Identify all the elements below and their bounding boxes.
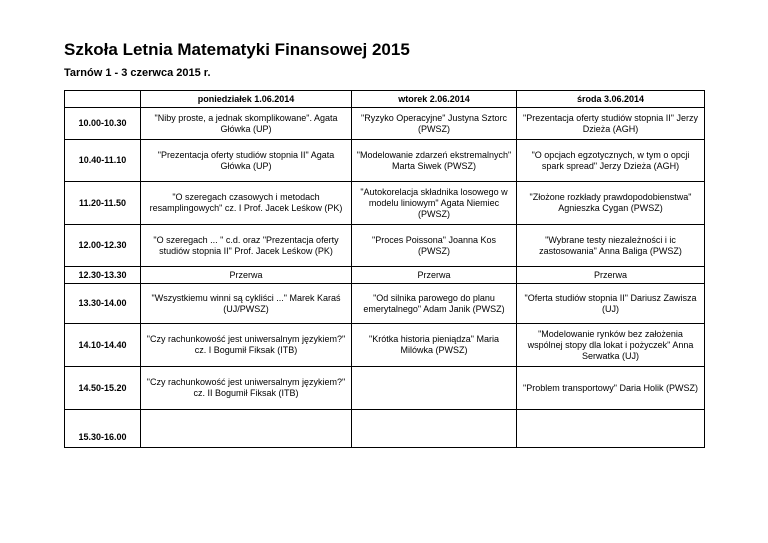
session-cell: "Niby proste, a jednak skomplikowane". Agata Główka (UP) xyxy=(141,108,352,140)
session-cell: "Wybrane testy niezależności i ic zastosowania" Anna Baliga (PWSZ) xyxy=(517,225,705,267)
page-title: Szkoła Letnia Matematyki Finansowej 2015 xyxy=(64,40,410,59)
schedule-table xyxy=(64,90,705,448)
session-cell xyxy=(517,410,705,448)
break-cell: Przerwa xyxy=(352,267,517,284)
session-cell: "Modelowanie zdarzeń ekstremalnych" Marta Siwek (PWSZ) xyxy=(352,140,517,182)
session-cell: "O szeregach czasowych i metodach resamplingowych" cz. I Prof. Jacek Leśkow (PK) xyxy=(141,182,352,225)
time-cell: 15.30-16.00 xyxy=(65,410,141,448)
day-header: środa 3.06.2014 xyxy=(517,91,705,108)
time-cell: 11.20-11.50 xyxy=(65,182,141,225)
table-row xyxy=(65,410,705,448)
day-header: wtorek 2.06.2014 xyxy=(352,91,517,108)
table-row xyxy=(65,182,705,225)
time-header-cell xyxy=(65,91,141,108)
break-cell: Przerwa xyxy=(141,267,352,284)
session-cell: "Prezentacja oferty studiów stopnia II" Jerzy Dzieża (AGH) xyxy=(517,108,705,140)
session-cell: "Modelowanie rynków bez założenia wspólnej stopy dla lokat i pożyczek" Anna Serwatka (UJ) xyxy=(517,324,705,367)
table-row xyxy=(65,225,705,267)
table-row xyxy=(65,284,705,324)
session-cell: "Czy rachunkowość jest uniwersalnym językiem?" cz. I Bogumił Fiksak (ITB) xyxy=(141,324,352,367)
session-cell: "O opcjach egzotycznych, w tym o opcji spark spread" Jerzy Dzieża (AGH) xyxy=(517,140,705,182)
session-cell: "Problem transportowy" Daria Holik (PWSZ) xyxy=(517,367,705,410)
session-cell xyxy=(352,367,517,410)
header-row xyxy=(65,91,705,108)
time-cell: 12.30-13.30 xyxy=(65,267,141,284)
session-cell: "Złożone rozkłady prawdopodobienstwa" Agnieszka Cygan (PWSZ) xyxy=(517,182,705,225)
session-cell xyxy=(141,410,352,448)
session-cell: "Krótka historia pieniądza" Maria Milówka (PWSZ) xyxy=(352,324,517,367)
table-row xyxy=(65,367,705,410)
session-cell: "Wszystkiemu winni są cykliści ..." Marek Karaś (UJ/PWSZ) xyxy=(141,284,352,324)
session-cell: "Ryzyko Operacyjne" Justyna Sztorc (PWSZ) xyxy=(352,108,517,140)
session-cell: "Proces Poissona" Joanna Kos (PWSZ) xyxy=(352,225,517,267)
time-cell: 13.30-14.00 xyxy=(65,284,141,324)
table-row xyxy=(65,140,705,182)
time-cell: 14.50-15.20 xyxy=(65,367,141,410)
session-cell: "Od silnika parowego do planu emerytalnego" Adam Janik (PWSZ) xyxy=(352,284,517,324)
day-header: poniedziałek 1.06.2014 xyxy=(141,91,352,108)
time-cell: 10.00-10.30 xyxy=(65,108,141,140)
session-cell: "Oferta studiów stopnia II" Dariusz Zawisza (UJ) xyxy=(517,284,705,324)
session-cell: "Prezentacja oferty studiów stopnia II" Agata Główka (UP) xyxy=(141,140,352,182)
time-cell: 12.00-12.30 xyxy=(65,225,141,267)
table-row xyxy=(65,267,705,284)
time-cell: 14.10-14.40 xyxy=(65,324,141,367)
page-subtitle: Tarnów 1 - 3 czerwca 2015 r. xyxy=(64,67,211,79)
session-cell xyxy=(352,410,517,448)
table-row xyxy=(65,324,705,367)
break-cell: Przerwa xyxy=(517,267,705,284)
session-cell: "Czy rachunkowość jest uniwersalnym językiem?" cz. II Bogumił Fiksak (ITB) xyxy=(141,367,352,410)
table-row xyxy=(65,108,705,140)
session-cell: "O szeregach ... " c.d. oraz "Prezentacja oferty studiów stopnia II" Prof. Jacek Leśkow (PK) xyxy=(141,225,352,267)
time-cell: 10.40-11.10 xyxy=(65,140,141,182)
session-cell: "Autokorelacja składnika losowego w modelu liniowym" Agata Niemiec (PWSZ) xyxy=(352,182,517,225)
